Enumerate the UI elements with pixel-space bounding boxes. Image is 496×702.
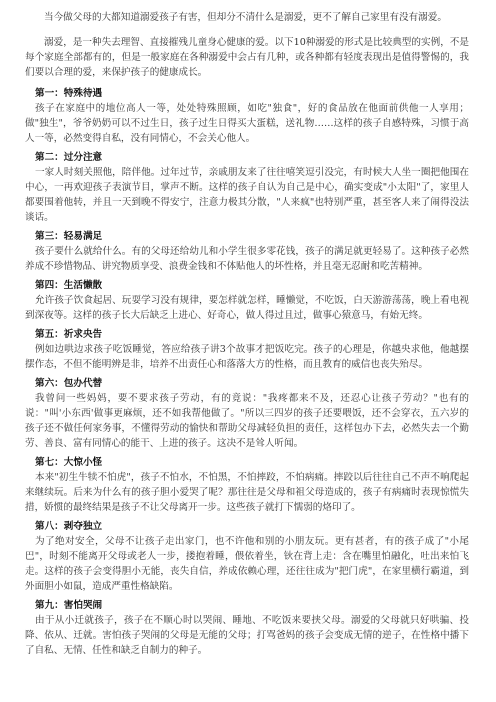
section-heading: 第四：生活懒散 [35,280,103,291]
section-heading: 第六：包办代替 [35,378,103,389]
section-body: 一家人时刻关照他，陪伴他。过年过节，亲戚朋友来了往往嘻笑逗引没完，有时候大人坐一圈把他围在中心，一再欢迎孩子表演节目，掌声不断。这样的孩子自认为自己是中心，确实变成"小太阳"了，家里人都要围着他转，并且一天到晚不得安宁，注意力极其分散，"人来疯"也特别严重，甚至客人来了闹得没法谈话。 [25,167,469,223]
section-body: 为了绝对安全，父母不让孩子走出家门，也不许他和别的小朋友玩。更有甚者，有的孩子成了"小尾巴"，时刻不能离开父母或老人一步，搂抱着睡，偎依着坐，钬在背上走：含在嘴里怕融化，吐出来怕飞走。这样的孩子会变得胆小无能，丧失自信，养成依赖心理，还往往成为"把门虎"，在家里横行霸道，到外面胆小如鼠，造成严重性格缺陷。 [25,536,469,592]
section-body: 我曾问一些妈妈，要不要求孩子劳动，有的竟说："我疼都来不及，还忍心让孩子劳动？"也有的说："叫'小东西'做事更麻烦，还不如我帮他做了。"所以三四岁的孩子还要喂饭，还不会穿衣，五六岁的孩子还不做任何家务事，不懂得劳动的愉快和帮助父母减轻负担的责任，这样包办下去，必然失去一个勤劳、善良、富有同情心的能干、上进的孩子。这决不是耸人听闻。 [25,393,469,449]
intro-paragraph-1: 当今做父母的大都知道溺爱孩子有害，但却分不清什么是溺爱，更不了解自己家里有没有溺爱。 [44,12,447,23]
section-heading: 第五：祈求央告 [35,329,103,340]
section-5 [25,327,469,372]
section-body: 例如边哄边求孩子吃饭睡觉，答应给孩子讲3个故事才把饭吃完。孩子的心理是，你越央求他，他越摆摆作态，不但不能明辨是非，培养不出责任心和落落大方的性格，而且教育的威信也丧失殆尽。 [25,344,469,370]
section-body: 允许孩子饮食起居、玩耍学习没有规律，要怎样就怎样，睡懒觉，不吃饭，白天游游荡荡，晚上看电视到深夜等。这样的孩子长大后缺乏上进心、好奇心，做人得过且过，做事心猿意马，有始无终。 [25,295,469,321]
section-6 [25,376,469,451]
section-heading: 第三：轻易满足 [35,231,103,242]
section-1 [25,86,469,146]
section-heading: 第八：剥夺独立 [35,521,103,532]
section-body: 由于从小迁就孩子，孩子在不顺心时以哭闹、睡地、不吃饭来要挟父母。溺爱的父母就只好哄骗、投降、依从、迁就。害怕孩子哭闹的父母是无能的父母；打骂爸妈的孩子会变成无情的逆子，在性格中播下了自私、无情、任性和缺乏自制力的种子。 [25,615,469,656]
section-8 [25,519,469,594]
section-heading: 第一：特殊待遇 [35,88,103,99]
section-3 [25,229,469,274]
section-2 [25,150,469,225]
section-9 [25,598,469,658]
section-heading: 第二：过分注意 [35,152,103,163]
section-7 [25,455,469,515]
section-body: 本来"初生牛犊不怕虎"，孩子不怕水，不怕黑，不怕摔跤，不怕病痛。摔跤以后往往自己不声不响爬起来继续玩。后来为什么有的孩子胆小爱哭了呢？那往往是父母和祖父母造成的，孩子有病痛时表现惊慌失措，娇惯的最终结果是孩子不让父母离开一步。这些孩子就打下懦弱的烙印了。 [25,472,469,513]
section-body: 孩子要什么就给什么。有的父母还给幼儿和小学生很多零花钱，孩子的满足就更轻易了。这种孩子必然养成不珍惜物品、讲究物质享受、浪费金钱和不体贴他人的坏性格，并且毫无忍耐和吃苦精神。 [25,246,469,272]
section-4 [25,278,469,323]
intro-paragraph-2: 溺爱，是一种失去理智、直接摧残儿童身心健康的爱。以下10种溺爱的形式是比较典型的实例，不是每个家庭全部都有的，但是一般家庭在各种溺爱中会占有几种，或各种都有轻度表现出是值得警惕的，我们要以合理的爱，来保护孩子的健康成长。 [25,37,469,78]
section-body: 孩子在家庭中的地位高人一等，处处特殊照顾，如吃"独食"，好的食品放在他面前供他一人享用；做"独生"，爷爷奶奶可以不过生日，孩子过生日得买大蛋糕，送礼物……这样的孩子自感特殊，习惯于高人一等，必然变得自私，没有同情心，不会关心他人。 [25,103,469,144]
section-heading: 第九：害怕哭闹 [35,600,103,611]
section-heading: 第七：大惊小怪 [35,457,103,468]
